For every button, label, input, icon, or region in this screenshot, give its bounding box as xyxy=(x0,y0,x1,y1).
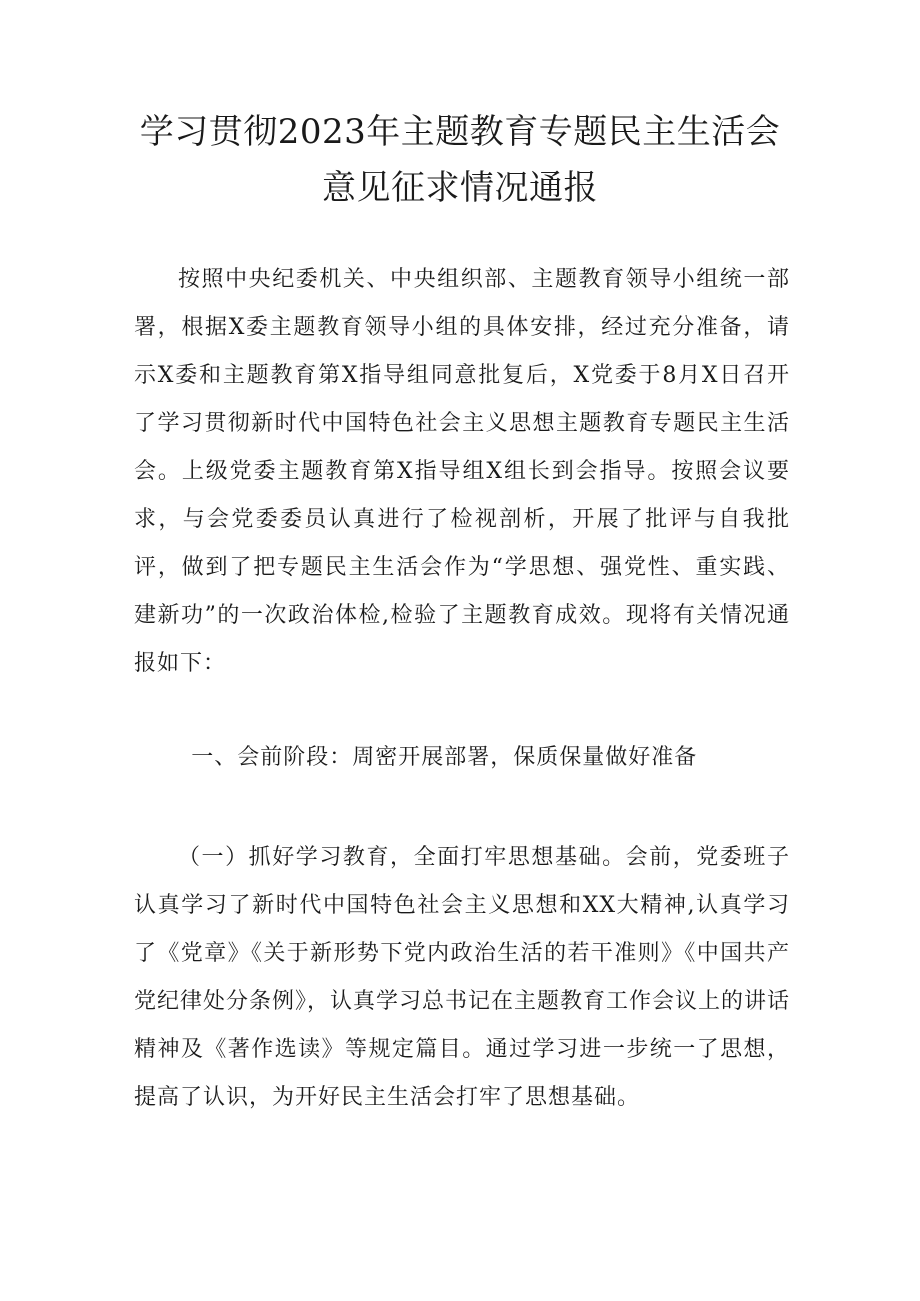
title-line-1: 学习贯彻2023年主题教育专题民主生活会 xyxy=(139,112,781,152)
intro-paragraph: 按照中央纪委机关、中央组织部、主题教育领导小组统一部署，根据X委主题教育领导小组的具体安排，经过充分准备，请示X委和主题教育第X指导组同意批复后，X党委于8月X日召开了学习贯彻新时代中国特色社会主义思想主题教育专题民主生活会。上级党委主题教育第X指导组X组长到会指导。按照会议要求，与会党委委员认真进行了检视剖析，开展了批评与自我批评，做到了把专题民主生活会作为“学思想、强党性、重实践、建新功”的一次政治体检,检验了主题教育成效。现将有关情况通报如下： xyxy=(134,267,790,676)
title-line-2: 意见征求情况通报 xyxy=(322,168,598,208)
body-paragraph: （一）抓好学习教育，全面打牢思想基础。会前，党委班子认真学习了新时代中国特色社会主义思想和XX大精神,认真学习了《党章》《关于新形势下党内政治生活的若干准则》《中国共产党纪律处分条例》，认真学习总书记在主题教育工作会议上的讲话精神及《著作选读》等规定篇目。通过学习进一步统一了思想，提高了认识，为开好民主生活会打牢了思想基础。 xyxy=(134,845,791,1110)
section-heading: 一、会前阶段：周密开展部署，保质保量做好准备 xyxy=(191,745,698,770)
document-title xyxy=(100,104,820,216)
